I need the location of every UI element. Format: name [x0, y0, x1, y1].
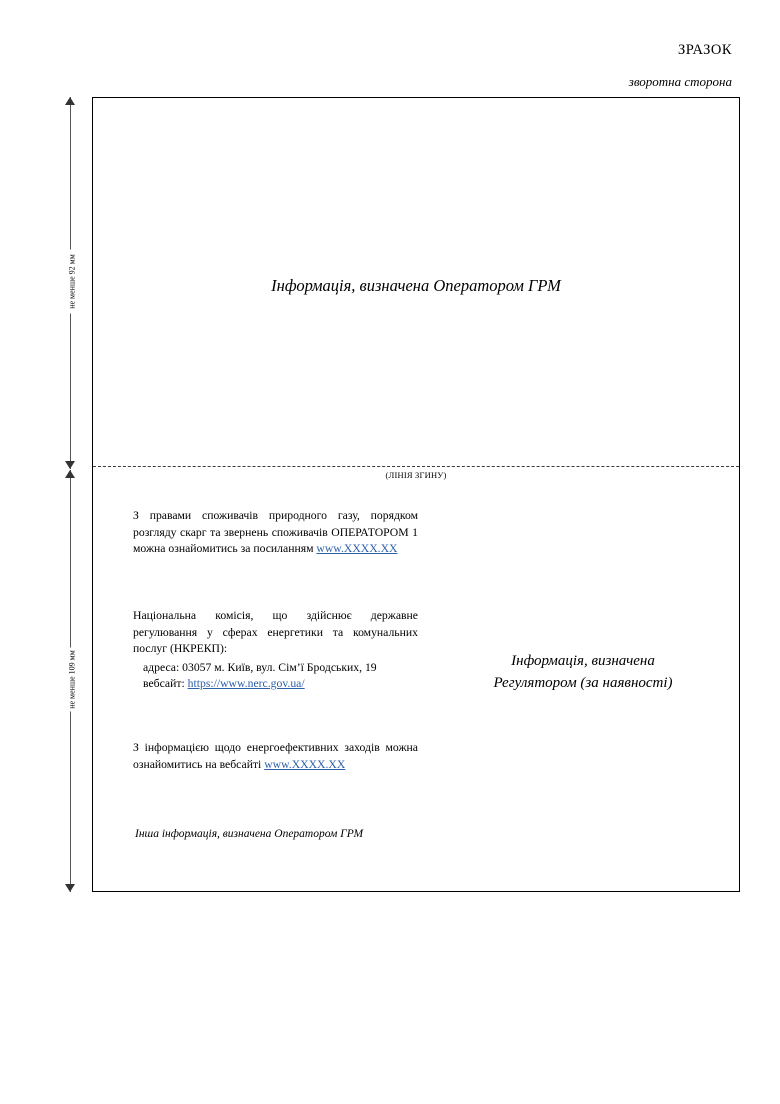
energy-efficiency-link[interactable]: www.XXXX.XX	[264, 757, 346, 771]
paragraph-consumer-rights	[133, 508, 418, 558]
energy-efficiency-text: З інформацією щодо енергоефективних заходів можна ознайомитись на вебсайті	[133, 741, 418, 771]
arrow-down-icon	[65, 884, 75, 892]
measurement-bottom-label: не менше 109 мм	[67, 648, 78, 712]
fold-line-divider	[93, 466, 739, 467]
regulator-description: Національна комісія, що здійснює державне регулювання у сферах енергетики та комунальних послуг (НКРЕКП):	[133, 609, 418, 656]
measurement-bottom	[62, 470, 84, 892]
operator-info-placeholder: Інформація, визначена Оператором ГРМ	[271, 276, 561, 295]
measurement-top	[62, 97, 84, 469]
consumer-rights-link[interactable]: www.XXXX.XX	[316, 542, 398, 556]
arrow-up-icon	[65, 97, 75, 105]
regulator-website-link[interactable]: https://www.nerc.gov.ua/	[187, 677, 305, 691]
sample-label: ЗРАЗОК	[678, 42, 732, 58]
back-side-label: зворотна сторона	[628, 74, 732, 89]
paragraph-energy-efficiency	[133, 740, 418, 773]
paragraph-regulator	[133, 608, 418, 693]
bottom-section	[93, 488, 739, 892]
regulator-info-placeholder	[438, 651, 728, 695]
arrow-down-icon	[65, 461, 75, 469]
document-card	[92, 97, 740, 892]
regulator-info-line-1: Інформація, визначена	[511, 653, 655, 669]
regulator-address: адреса: 03057 м. Київ, вул. Сім’ї Бродських, 19	[143, 660, 377, 674]
measurement-top-label: не менше 92 мм	[67, 250, 78, 314]
fold-line-label: (ЛІНІЯ ЗГИНУ)	[385, 470, 447, 480]
arrow-up-icon	[65, 470, 75, 478]
regulator-website-row	[133, 676, 418, 693]
regulator-info-line-2: Регулятором (за наявності)	[493, 674, 673, 691]
paragraph-consumer-rights-text: З правами споживачів природного газу, порядком розгляду скарг та звернень споживачів ОПЕРАТОРОМ 1 можна ознайомитись за посиланням	[133, 509, 418, 556]
regulator-website-label: вебсайт:	[143, 677, 188, 691]
regulator-contacts	[133, 660, 418, 693]
other-operator-info: Інша інформація, визначена Оператором ГРМ	[135, 828, 364, 840]
